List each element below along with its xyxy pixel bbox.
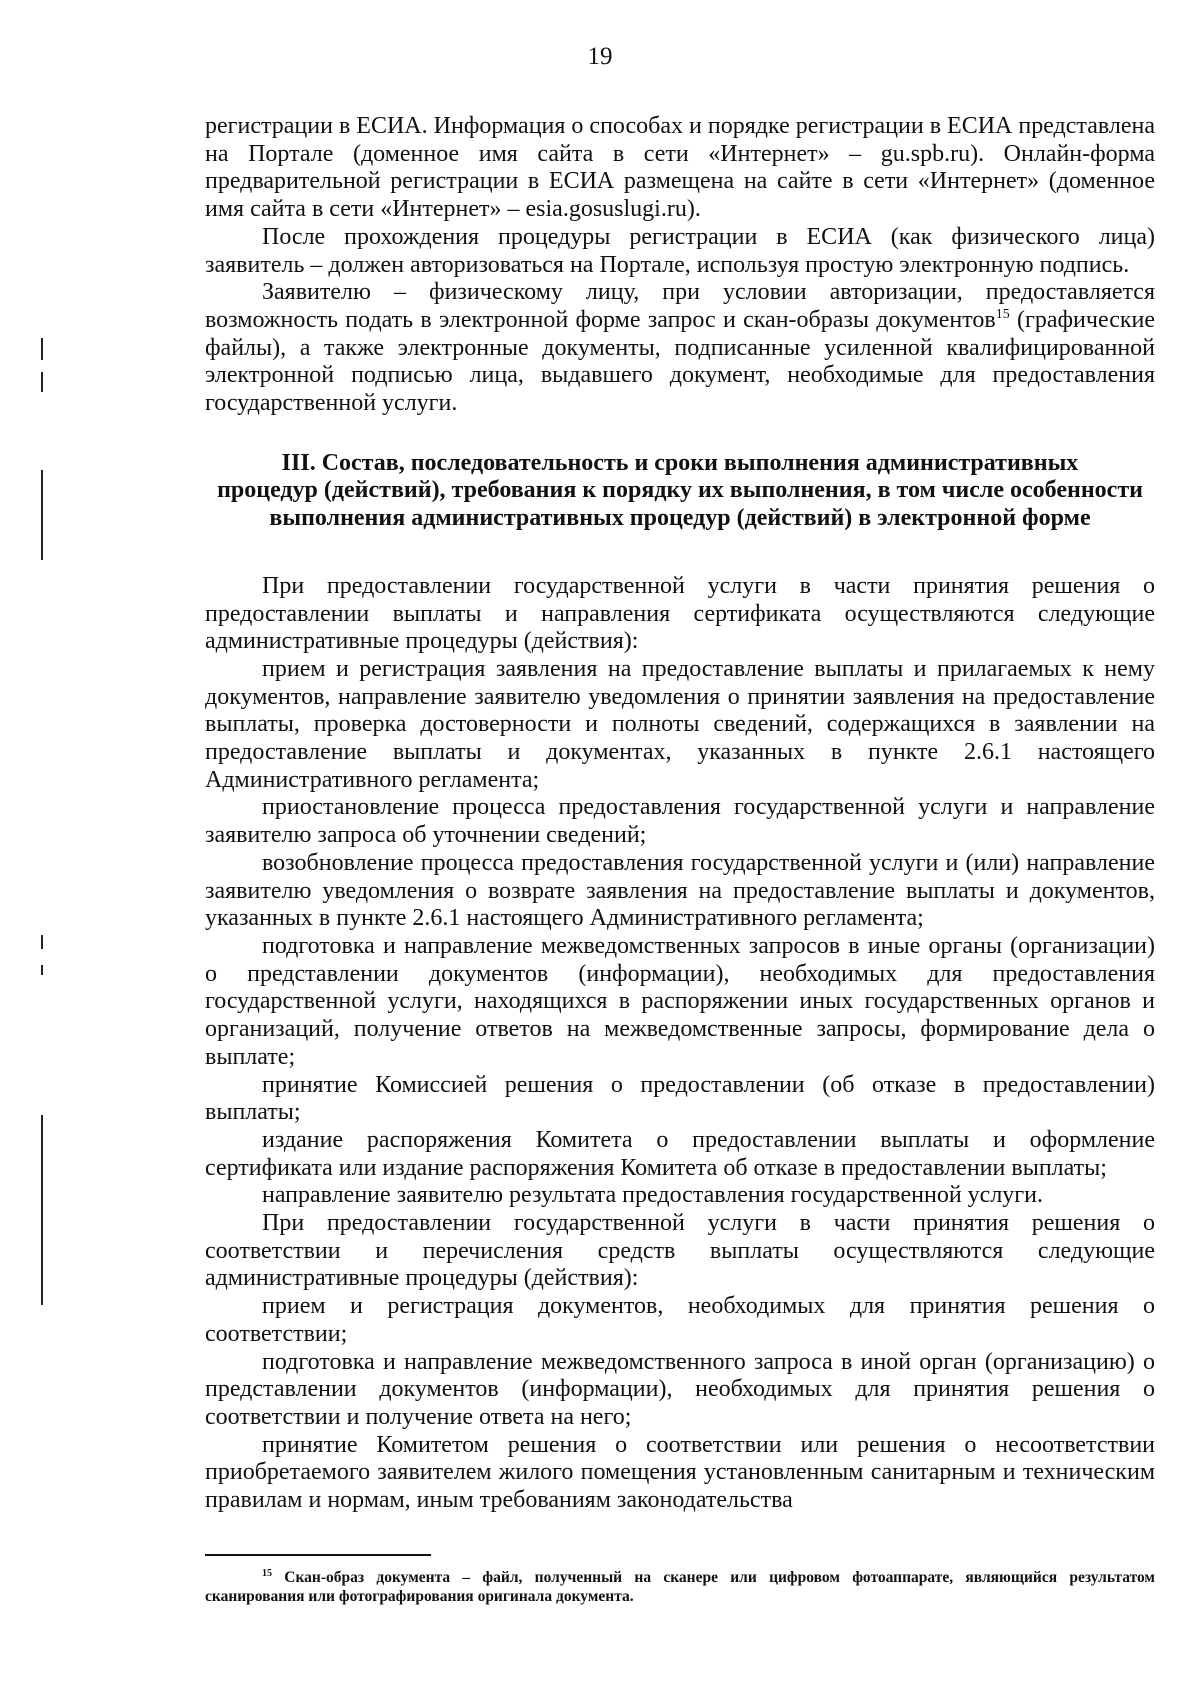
footnote-divider <box>205 1554 431 1556</box>
body-paragraph: направление заявителю результата предоставления государственной услуги. <box>262 1182 1043 1209</box>
intro-paragraph: После прохождения процедуры регистрации в ЕСИА (как физического лица) заявитель – должен авторизоваться на Портале, используя простую электронную подпись. <box>205 223 1155 278</box>
section-heading <box>205 450 1155 533</box>
body-paragraph: возобновление процесса предоставления государственной услуги и (или) направление заявителю уведомления о возврате заявления на предоставление выплаты и документов, указанных в пункте 2.6.1 настоящего Административного регламента; <box>205 849 1155 932</box>
footnote <box>205 1568 1155 1606</box>
footnote-text: Скан-образ документа – файл, полученный на сканере или цифровом фотоаппарате, являющийся результатом сканирования или фотографирования оригинала документа. <box>205 1569 1155 1605</box>
section-heading-line: выполнения административных процедур (действий) в электронной форме <box>269 505 1091 532</box>
body-paragraph: подготовка и направление межведомственных запросов в иные органы (организации) о представлении документов (информации), необходимых для предоставления государственной услуги, находящихся в распоряжении иных государственных органов и организаций, получение ответов на межведомственные запросы, формирование дела о выплате; <box>205 932 1155 1070</box>
body-paragraph: подготовка и направление межведомственного запроса в иной орган (организацию) о представлении документов (информации), необходимых для принятия решения о соответствии и получение ответа на него; <box>205 1348 1155 1430</box>
margin-mark <box>41 470 43 560</box>
page-number: 19 <box>587 43 613 70</box>
intro-paragraph: регистрации в ЕСИА. Информация о способах и порядке регистрации в ЕСИА представлена на Портале (доменное имя сайта в сети «Интернет» – gu.spb.ru). Онлайн-форма предварительной регистрации в ЕСИА размещена на сайте в сети «Интернет» (доменное имя сайта в сети «Интернет» – esia.gosuslugi.ru). <box>205 113 1155 223</box>
body-paragraph: При предоставлении государственной услуги в части принятия решения о предоставлении выплаты и направления сертификата осуществляются следующие административные процедуры (действия): <box>205 572 1155 655</box>
intro-paragraph-with-footnote <box>205 279 1155 418</box>
footnote-reference: 15 <box>995 306 1010 322</box>
section-heading-line: III. Состав, последовательность и сроки выполнения административных <box>281 449 1079 476</box>
margin-mark <box>41 338 43 360</box>
section-heading-line: процедур (действий), требования к порядку их выполнения, в том числе особенности <box>217 477 1143 504</box>
paragraph-text: (графические файлы), а также электронные документы, подписанные усиленной квалифицированной электронной подписью лица, выдавшего документ, необходимые для предоставления государственной услуги. <box>205 306 1155 417</box>
body-paragraph: принятие Комитетом решения о соответствии или решения о несоответствии приобретаемого заявителем жилого помещения установленным санитарным и техническим правилам и нормам, иным требованиям законодательства <box>205 1431 1155 1514</box>
body-paragraph: принятие Комиссией решения о предоставлении (об отказе в предоставлении) выплаты; <box>205 1071 1155 1126</box>
paragraph-text: Заявителю – физическому лицу, при условии авторизации, предоставляется возможность подать в электронной форме запрос и скан-образы документов <box>205 279 1155 333</box>
document-body <box>205 113 1155 1515</box>
footnote-number: 15 <box>262 1567 272 1579</box>
body-paragraph: При предоставлении государственной услуги в части принятия решения о соответствии и перечисления средств выплаты осуществляются следующие административные процедуры (действия): <box>205 1210 1155 1292</box>
margin-mark <box>41 965 43 975</box>
body-paragraph: прием и регистрация заявления на предоставление выплаты и прилагаемых к нему документов, направление заявителю уведомления о принятии заявления на предоставление выплаты, проверка достоверности и полноты сведений, содержащихся в заявлении на предоставление выплаты и документах, указанных в пункте 2.6.1 настоящего Административного регламента; <box>205 655 1155 793</box>
procedures-list <box>205 573 1155 1515</box>
body-paragraph: приостановление процесса предоставления государственной услуги и направление заявителю запроса об уточнении сведений; <box>205 794 1155 849</box>
margin-mark <box>41 372 43 392</box>
body-paragraph: издание распоряжения Комитета о предоставлении выплаты и оформление сертификата или издание распоряжения Комитета об отказе в предоставлении выплаты; <box>205 1126 1155 1181</box>
margin-mark <box>41 1115 43 1305</box>
body-paragraph: прием и регистрация документов, необходимых для принятия решения о соответствии; <box>205 1293 1155 1347</box>
margin-mark <box>41 935 43 949</box>
